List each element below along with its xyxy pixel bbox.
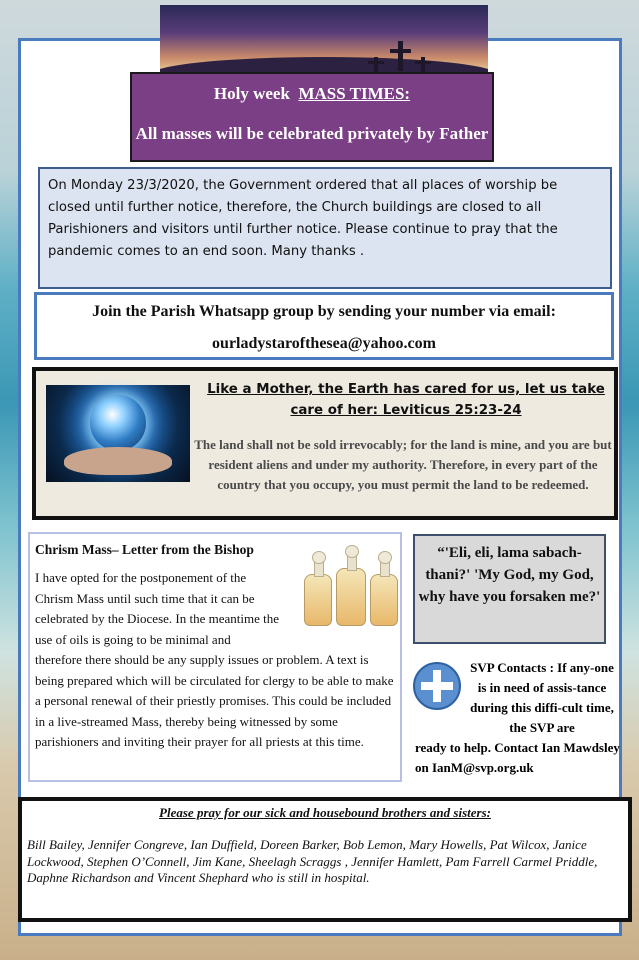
- svp-text-part2: ready to help. Contact Ian Mawdsley on IanM@svp.org.uk: [415, 740, 620, 775]
- cross-icon: [398, 41, 403, 71]
- earth-scripture-text: The land shall not be sold irrevocably; for the land is mine, and you are but resident aliens and under my authority. Therefore, in every part of the country that you occupy, you must permit the land to be redeemed.: [194, 437, 612, 492]
- earth-scripture-box: [32, 367, 618, 520]
- prayer-heading: Please pray for our sick and housebound brothers and sisters:: [159, 805, 491, 820]
- closure-notice: On Monday 23/3/2020, the Government ordered that all places of worship be closed until further notice, therefore, the Church buildings are closed to all Parishioners and visitors until further notice. Please continue to pray that the pandemic comes to an end soon. Many thanks .: [38, 167, 612, 289]
- svp-contacts: [413, 654, 618, 784]
- page-subtitle: All masses will be celebrated privately by Father: [135, 124, 489, 143]
- cross-icon: [390, 49, 411, 53]
- whatsapp-instruction: Join the Parish Whatsapp group by sending your number via email:: [92, 303, 556, 320]
- oil-bottle-icon: [370, 574, 398, 626]
- svp-text-part1: SVP Contacts : If any-one is in need of assis-tance during this diffi-cult time, the SVP are: [470, 660, 614, 735]
- calvary-sunset-banner: [160, 5, 488, 75]
- chrism-text-part1: I have opted for the postponement of the Chrism Mass until such time that it can be celebrated by the Diocese. In the meantime the use of oils is going to be minimal and: [35, 570, 280, 647]
- cross-icon: [415, 61, 431, 64]
- oil-bottle-icon: [304, 574, 332, 626]
- chrism-heading: Chrism Mass– Letter from the Bishop: [35, 542, 254, 557]
- earth-in-hands-image: [46, 385, 190, 482]
- prayer-list-box: [18, 797, 632, 922]
- earth-heading: Like a Mother, the Earth has cared for us, let us take care of her: Leviticus 25:23-24: [207, 382, 605, 418]
- oil-bottle-icon: [336, 568, 366, 626]
- chrism-mass-box: [28, 532, 402, 782]
- scripture-quote-box: “'Eli, eli, lama sabach-thani?' 'My God, my God, why have you forsaken me?': [413, 534, 606, 644]
- hands-shape: [64, 447, 172, 475]
- chrism-text-part2: therefore there should be any supply issues or problem. A text is being prepared which will be circulated for clergy to be able to make a personal renewal of their priestly promises. This could be included in a live-streamed Mass, thereby being witnessed by some parishioners and inviting their prayer for all priests at this time.: [35, 652, 394, 749]
- oil-bottles-image: [300, 540, 400, 626]
- whatsapp-box: [34, 292, 614, 360]
- cross-icon: [368, 61, 384, 64]
- whatsapp-email-link[interactable]: ourladystarofthesea@yahoo.com: [212, 335, 436, 352]
- globe-icon: [90, 395, 146, 451]
- prayer-names: Bill Bailey, Jennifer Congreve, Ian Duffield, Doreen Barker, Bob Lemon, Mary Howells, Pat Wilcox, Janice Lockwood, Stephen O’Connell, Jim Kane, Sheelagh Scraggs , Jennifer Hamlett, Pam Farrell Carmel Priddle, Daphne Richardson and Vincent Shephard who is still in hospital.: [27, 837, 598, 885]
- mass-times-title-box: [130, 72, 494, 162]
- page-title: Holy week MASS TIMES:: [213, 84, 411, 103]
- svp-logo-icon: [413, 662, 461, 710]
